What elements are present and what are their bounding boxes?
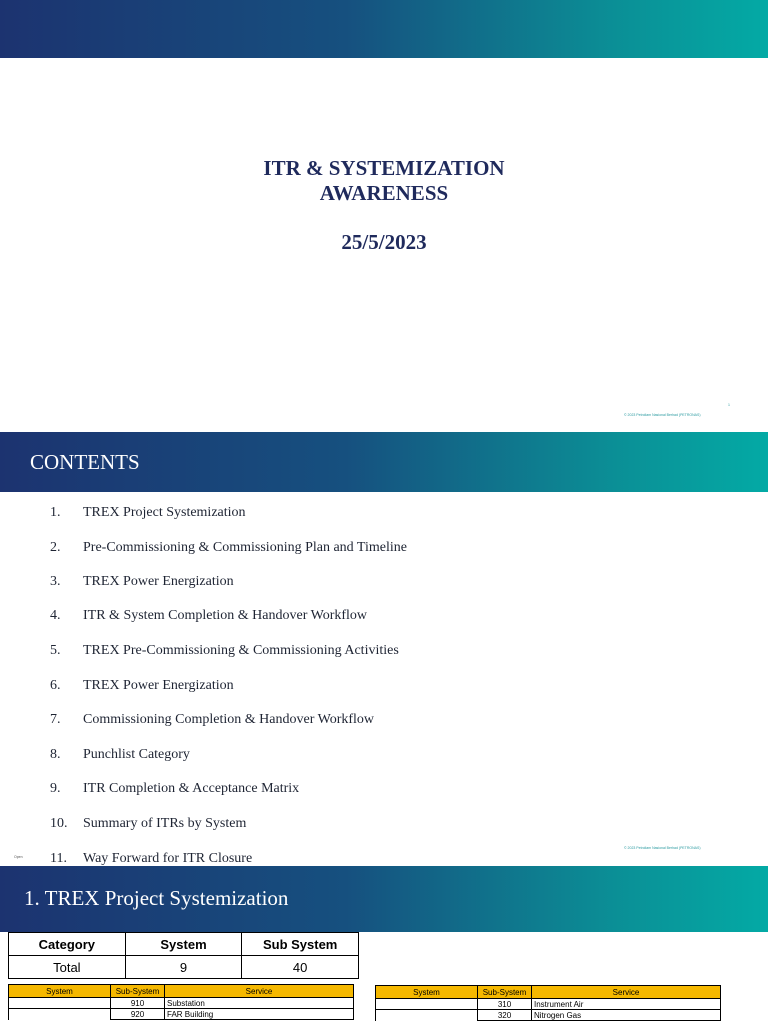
toc-number: 9. [50, 781, 61, 796]
table-cell: 320 [478, 1010, 532, 1021]
presentation-date: 25/5/2023 [341, 230, 427, 254]
classification-label: Open [14, 855, 23, 859]
header-band [0, 866, 768, 932]
toc-number: 4. [50, 608, 61, 623]
table-cell: Total [9, 956, 126, 979]
toc-number: 7. [50, 712, 61, 727]
toc-text: Commissioning Completion & Handover Workflow [83, 712, 375, 727]
toc-text: TREX Power Energization [83, 678, 234, 693]
table-cell: 310 [478, 999, 532, 1010]
table-row [9, 998, 354, 1009]
title-line-1: ITR & SYSTEMIZATION [263, 156, 505, 180]
toc-number: 10. [50, 816, 68, 831]
table-cell [376, 1010, 478, 1021]
contents-heading: CONTENTS [30, 450, 140, 474]
systemization-slide [0, 866, 768, 1024]
toc-number: 5. [50, 643, 61, 658]
table-cell: FAR Building [165, 1009, 354, 1020]
toc-number: 6. [50, 678, 61, 693]
table-row [376, 1010, 721, 1021]
toc-text: TREX Pre-Commissioning & Commissioning Activities [83, 643, 399, 658]
toc-number: 2. [50, 540, 61, 555]
table-header-row [9, 985, 354, 998]
toc-text: TREX Power Energization [83, 574, 234, 589]
toc-number: 11. [50, 851, 67, 866]
toc-text: TREX Project Systemization [83, 505, 246, 520]
subsystem-table-right [375, 985, 721, 1021]
title-slide [0, 0, 768, 432]
table-cell [9, 998, 111, 1009]
header-cell: Sub-System [111, 985, 165, 998]
header-cell: Category [9, 933, 126, 956]
table-header-row [376, 986, 721, 999]
table-cell: 9 [125, 956, 242, 979]
header-cell: Service [532, 986, 721, 999]
title-line-2: AWARENESS [319, 181, 449, 205]
table-cell: Nitrogen Gas [532, 1010, 721, 1021]
header-cell: System [376, 986, 478, 999]
header-cell: System [9, 985, 111, 998]
footer-copyright: © 2023 Petroliam Nasional Berhad (PETRONAS) [624, 846, 701, 850]
table-row [9, 1009, 354, 1020]
header-cell: Service [165, 985, 354, 998]
table-cell: 40 [242, 956, 359, 979]
table-cell: Instrument Air [532, 999, 721, 1010]
toc-text: ITR & System Completion & Handover Workflow [83, 608, 368, 623]
table-cell: Substation [165, 998, 354, 1009]
toc-text: Pre-Commissioning & Commissioning Plan and Timeline [83, 540, 407, 555]
footer-copyright: © 2023 Petroliam Nasional Berhad (PETRONAS) [624, 413, 701, 417]
summary-table [8, 932, 359, 979]
table-row [376, 999, 721, 1010]
header-cell: Sub-System [478, 986, 532, 999]
subsystem-table-left [8, 984, 354, 1020]
table-header-row [9, 933, 359, 956]
page-number: 1 [728, 403, 730, 407]
table-cell [376, 999, 478, 1010]
header-cell: Sub System [242, 933, 359, 956]
toc-number: 3. [50, 574, 61, 589]
toc-number: 1. [50, 505, 61, 520]
toc-text: ITR Completion & Acceptance Matrix [83, 781, 300, 796]
header-band [0, 0, 768, 58]
toc-text: Way Forward for ITR Closure [83, 851, 253, 866]
toc-text: Summary of ITRs by System [83, 816, 247, 831]
slide-heading: 1. TREX Project Systemization [24, 886, 289, 910]
table-cell: 920 [111, 1009, 165, 1020]
table-row [9, 956, 359, 979]
toc-text: Punchlist Category [83, 747, 190, 762]
toc-number: 8. [50, 747, 61, 762]
header-band [0, 432, 768, 492]
contents-slide [0, 432, 768, 866]
header-cell: System [125, 933, 242, 956]
table-cell: 910 [111, 998, 165, 1009]
table-cell [9, 1009, 111, 1020]
